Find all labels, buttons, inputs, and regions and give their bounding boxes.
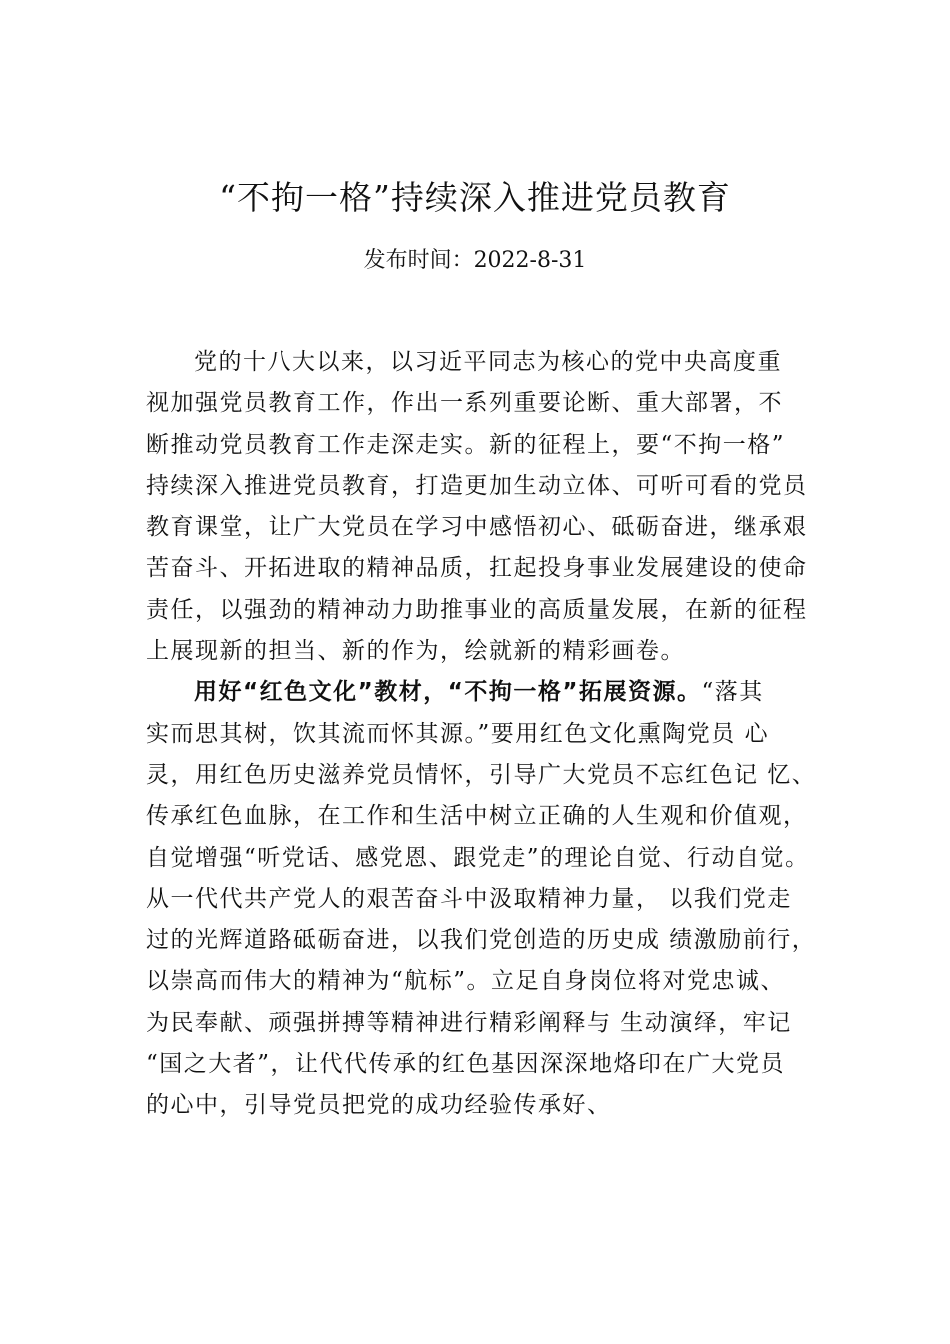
text-line: 苦奋斗、开拓进取的精神品质，扛起投身事业发展建设的使命 (146, 555, 808, 582)
text-line: 视加强党员教育工作，作出一系列重要论断、重大部署，不 (146, 390, 783, 417)
publish-date: 发布时间：2022-8-31 (363, 248, 587, 273)
text-line: 持续深入推进党员教育，打造更加生动立体、可听可看的党员 (146, 472, 808, 499)
text-line: 以崇高而伟大的精神为“航标”。立足自身岗位将对党忠诚、 (146, 968, 786, 995)
text-line: 上展现新的担当、新的作为，绘就新的精彩画卷。 (146, 638, 685, 665)
text-line: 党的十八大以来，以习近平同志为核心的党中央高度重 (194, 349, 782, 375)
article-body (146, 342, 866, 1127)
text-line: 灵，用红色历史滋养党员情怀，引导广大党员不忘红色记 忆、 (146, 761, 817, 788)
text-line: 过的光辉道路砥砺奋进，以我们党创造的历史成 绩激励前行， (146, 927, 817, 954)
paragraph-heading-line (146, 672, 866, 713)
article-title: “不拘一格”持续深入推进党员教育 (219, 178, 731, 217)
text-line: 传承红色血脉，在工作和生活中树立正确的人生观和价值观， (146, 803, 808, 830)
text-line: 断推动党员教育工作走深走实。新的征程上，要“不拘一格” (146, 431, 786, 458)
text-line: 为民奉献、顽强拼搏等精神进行精彩阐释与 生动演绎，牢记 (146, 1009, 792, 1036)
text-line: 的心中，引导党员把党的成功经验传承好、 (146, 1092, 612, 1119)
text-line: 实而思其树，饮其流而怀其源。”要用红色文化熏陶党员 心 (146, 720, 770, 747)
section-heading: 用好“红色文化”教材，“不拘一格”拓展资源。 (194, 679, 702, 706)
text-line: 责任，以强劲的精神动力助推事业的高质量发展，在新的征程 (146, 596, 808, 623)
text-line: “国之大者”，让代代传承的红色基因深深地烙印在广大党员 (146, 1051, 786, 1078)
text-line: 教育课堂，让广大党员在学习中感悟初心、砥砺奋进，继承艰 (146, 514, 808, 541)
text-line: 从一代代共产党人的艰苦奋斗中汲取精神力量， 以我们党走 (146, 885, 792, 912)
text-line: 自觉增强“听党话、感党恩、跟党走”的理论自觉、行动自觉。 (146, 844, 810, 871)
text-line-continuation: “落其 (701, 679, 764, 706)
